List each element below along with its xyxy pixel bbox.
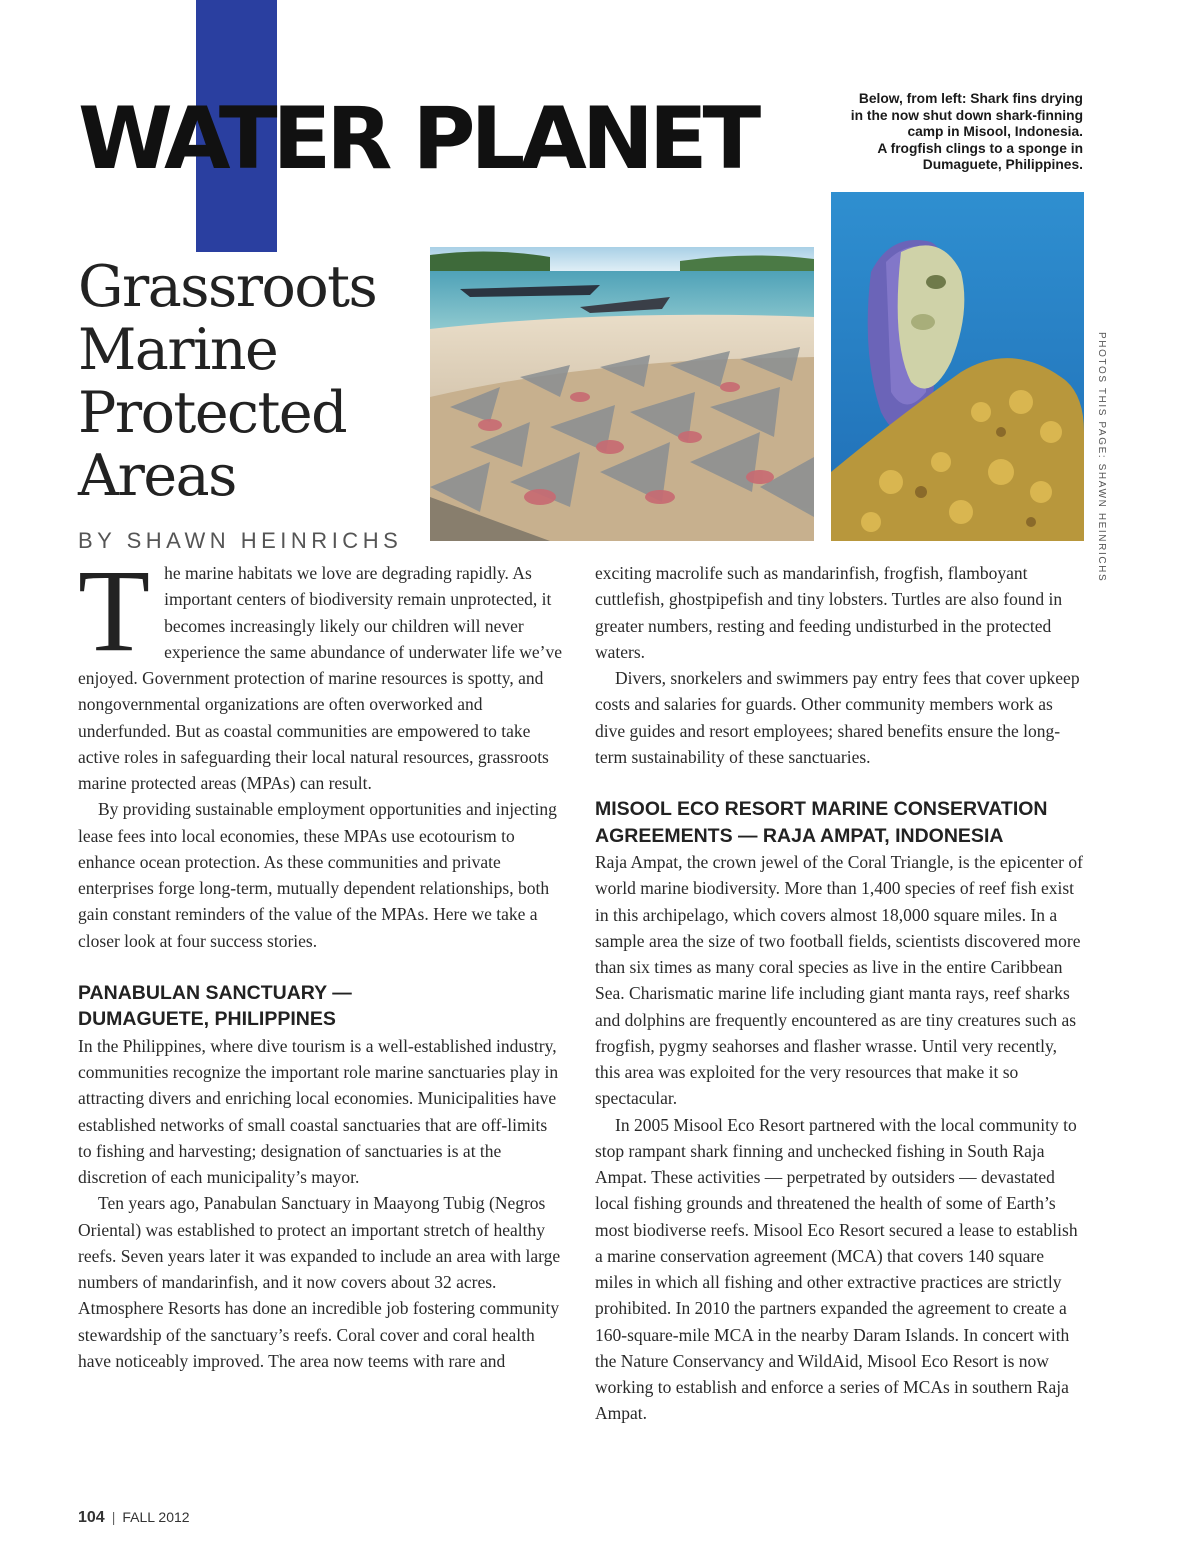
photo-credit: PHOTOS THIS PAGE: SHAWN HEINRICHS — [1096, 332, 1107, 583]
body-paragraph: In the Philippines, where dive tourism is a well-established industry, communities recognize the important role marine sanctuaries play in attracting divers and enriching local economies. Municipalities have established networks of small coastal sanctuaries that are off-limits to fishing and harvesting; designation of sanctuaries is at the discretion of each municipality’s mayor. — [78, 1035, 559, 1187]
article-column-left — [78, 545, 565, 1374]
section-title: WATER PLANET — [78, 89, 757, 189]
body-paragraph: By providing sustainable employment opportunities and injecting lease fees into local economies, these MPAs use ecotourism to enhance ocean protection. As these communities and private enterprises forge long-term, mutually dependent relationships, both gain constant reminders of the value of the MPAs. Here we take a closer look at four success stories. — [78, 799, 557, 951]
caption-line: in the now shut down shark-finning — [850, 107, 1083, 123]
page-footer — [78, 1509, 190, 1527]
intro-paragraph — [78, 545, 565, 796]
caption-line: Dumaguete, Philippines. — [922, 157, 1083, 172]
byline: BY SHAWN HEINRICHS — [78, 528, 403, 553]
photo-caption — [783, 91, 1083, 174]
article-column-right — [595, 560, 1085, 1427]
subhead-line: AGREEMENTS — RAJA AMPAT, INDONESIA — [595, 824, 1004, 847]
drop-cap: T — [78, 545, 151, 676]
headline-line: Protected — [78, 380, 347, 446]
caption-line: Below, from left: Shark fins drying — [858, 91, 1083, 106]
headline-line: Areas — [78, 443, 236, 509]
shark-fins-photo — [430, 247, 814, 541]
subhead-line: DUMAGUETE, PHILIPPINES — [78, 1008, 336, 1031]
footer-separator: | — [111, 1509, 116, 1525]
body-paragraph: In 2005 Misool Eco Resort partnered with the local community to stop rampant shark finning and unchecked fishing in South Raja Ampat. These activities — perpetrated by outsiders — devastated local fishing grounds and threatened the health of some of Earth’s most biodiverse reefs. Misool Eco Resort secured a lease to establish a marine conservation agreement (MCA) that covers 140 square miles in which all fishing and other extractive practices are strictly prohibited. In 2010 the partners expanded the agreement to create a 160-square-mile MCA in the nearby Daram Islands. In concert with the Nature Conservancy and WildAid, Misool Eco Resort is now working to establish and enforce a series of MCAs in southern Raja Ampat. — [595, 1114, 1078, 1424]
headline-line: Grassroots — [78, 254, 377, 320]
frogfish-photo — [831, 192, 1084, 541]
issue-label: FALL 2012 — [122, 1509, 190, 1525]
body-paragraph: Divers, snorkelers and swimmers pay entry fees that cover upkeep costs and salaries for guards. Other community members work as dive guides and resort employees; shared benefits ensure the long-term sustainability of these sanctuaries. — [595, 668, 1080, 767]
subhead-line: MISOOL ECO RESORT MARINE CONSERVATION — [595, 798, 1048, 820]
subhead-misool — [595, 796, 1085, 849]
headline-line: Marine — [78, 317, 278, 383]
subhead-line: PANABULAN SANCTUARY — — [78, 981, 352, 1004]
article-headline — [78, 256, 376, 508]
intro-text: he marine habitats we love are degrading rapidly. As important centers of biodiversity remain unprotected, it becomes increasingly likely our children will never experience the same abundance of underwater life we’ve enjoyed. Government protection of marine resources is spotty, and nongovernmental organizations are often overworked and underfunded. But as coastal communities are empowered to take active roles in safeguarding their local natural resources, grassroots marine protected areas (MPAs) can result. — [78, 563, 563, 793]
subhead-panabulan — [78, 980, 565, 1033]
body-paragraph: Raja Ampat, the crown jewel of the Coral Triangle, is the epicenter of world marine biodiversity. More than 1,400 species of reef fish exist in this archipelago, which covers almost 18,000 square miles. In a sample area the size of two football fields, scientists discovered more than six times as many coral species as live in the entire Caribbean Sea. Charismatic marine life including giant manta rays, reef sharks and dolphins are frequently encountered as are tiny creatures such as frogfish, pygmy seahorses and flasher wrasse. Until very recently, this area was exploited for the very resources that make it so spectacular. — [595, 852, 1083, 1109]
body-paragraph: exciting macrolife such as mandarinfish, frogfish, flamboyant cuttlefish, ghostpipefish and tiny lobsters. Turtles are also found in greater numbers, resting and feeding undisturbed in the protected waters. — [595, 563, 1063, 662]
body-paragraph: Ten years ago, Panabulan Sanctuary in Maayong Tubig (Negros Oriental) was established to protect an important stretch of healthy reefs. Seven years later it was expanded to include an area with large numbers of mandarinfish, and it now covers about 32 acres. Atmosphere Resorts has done an incredible job fostering community stewardship of the sanctuary’s reefs. Coral cover and coral health have noticeably improved. The area now teems with rare and — [78, 1193, 561, 1371]
caption-line: camp in Misool, Indonesia. — [907, 124, 1083, 139]
page-number: 104 — [78, 1509, 105, 1526]
caption-line: A frogfish clings to a sponge in — [877, 140, 1083, 156]
